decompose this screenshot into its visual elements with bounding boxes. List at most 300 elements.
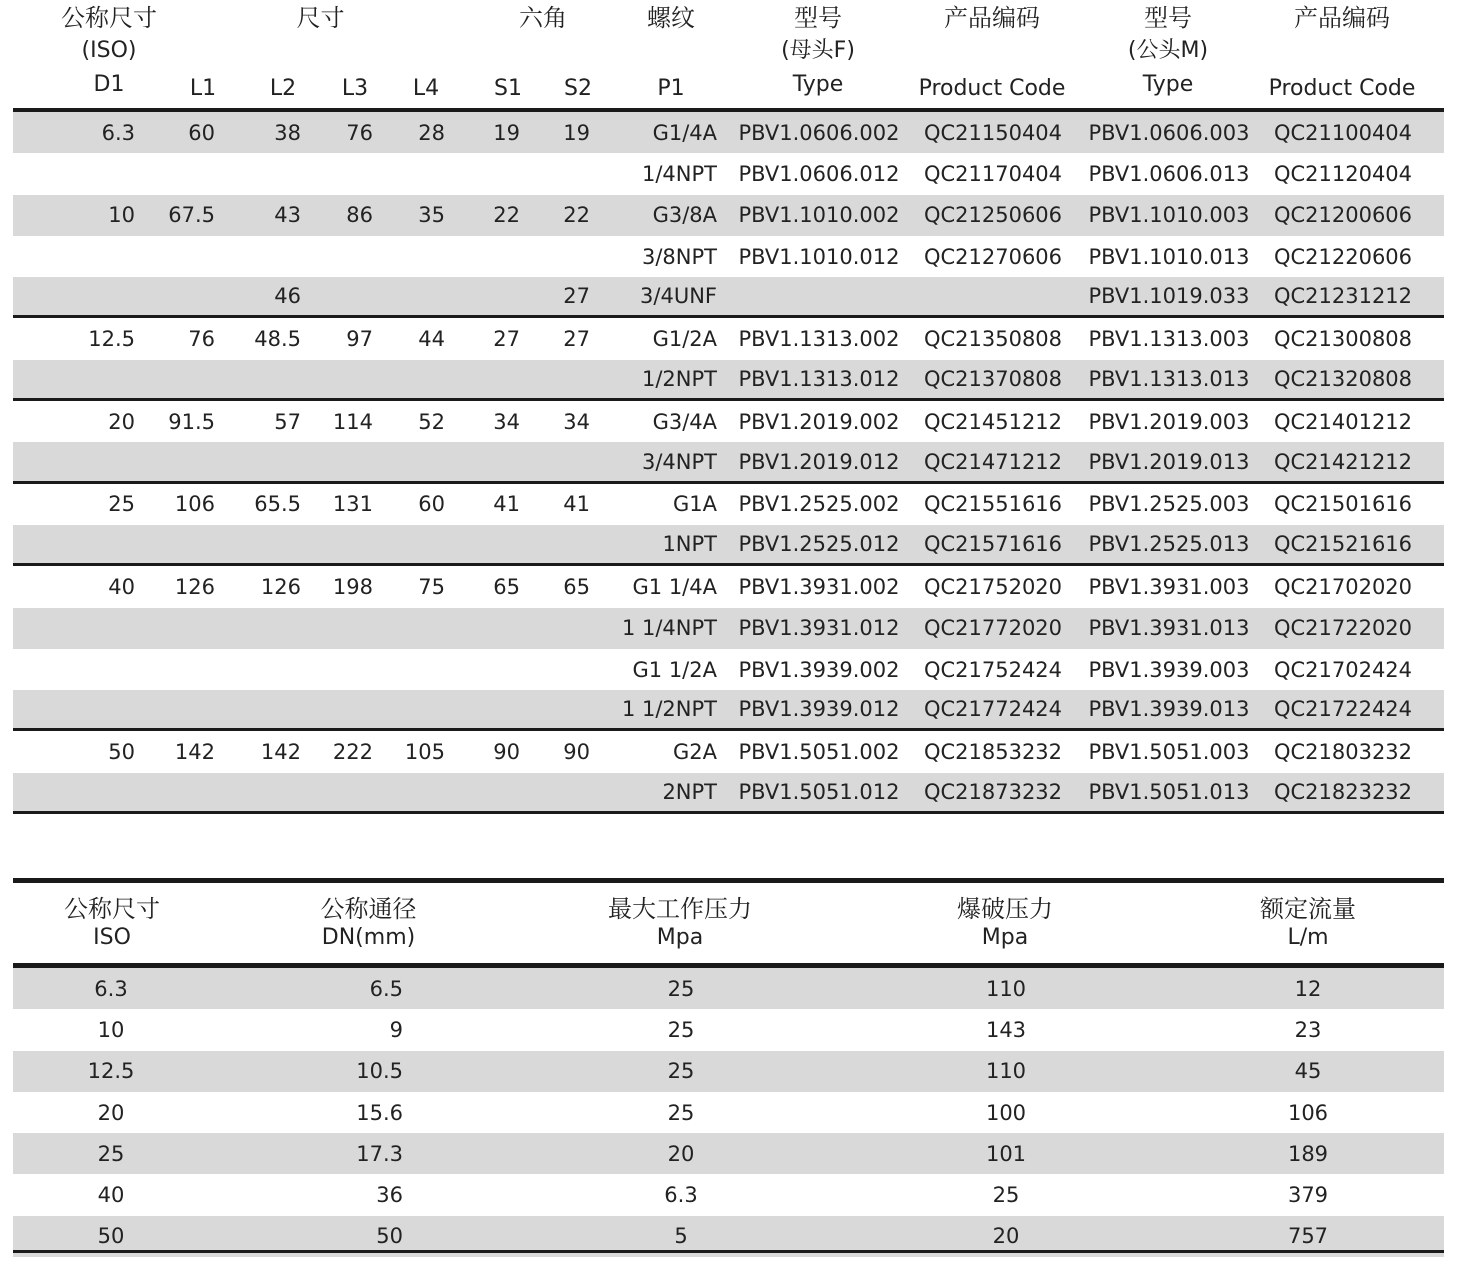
cell-typeM: PBV1.1010.003 — [1088, 203, 1250, 228]
cell-typeM: PBV1.2525.013 — [1088, 532, 1250, 557]
header-l4: L4 — [412, 76, 440, 101]
cell-l3 — [313, 442, 373, 480]
cell-d1 — [43, 773, 135, 811]
cell-burst: 101 — [985, 1141, 1027, 1166]
cell-codeM: QC21421212 — [1273, 449, 1413, 474]
table-row — [13, 1174, 1444, 1215]
cell-s2 — [543, 649, 590, 690]
cell-iso: 20 — [97, 1100, 125, 1125]
cell-l3 — [313, 525, 373, 563]
cell-codeM: QC21231212 — [1273, 284, 1413, 309]
cell-p1: G1 1/4A — [632, 574, 717, 599]
cell-codeM: QC21200606 — [1273, 203, 1413, 228]
header-s1: S1 — [494, 76, 522, 101]
cell-typeM: PBV1.2525.003 — [1088, 492, 1250, 517]
cell-typeM: PBV1.5051.013 — [1088, 779, 1250, 804]
cell-p1: G1A — [673, 492, 717, 517]
cell-typeF: PBV1.3939.012 — [738, 697, 900, 722]
pressure-table-body — [13, 968, 1444, 1257]
cell-d1 — [43, 277, 135, 315]
cell-s2: 65 — [563, 574, 590, 599]
cell-l1 — [153, 525, 215, 563]
cell-l3 — [313, 360, 373, 398]
cell-flow: 45 — [1294, 1059, 1322, 1084]
cell-d1 — [43, 442, 135, 480]
cell-l4: 75 — [418, 574, 445, 599]
cell-s2 — [543, 608, 590, 649]
table-row — [13, 401, 1444, 442]
cell-p1: 1NPT — [662, 532, 717, 557]
cell-typeF: PBV1.2019.002 — [738, 409, 900, 434]
cell-l2 — [238, 649, 301, 690]
cell-l1 — [153, 360, 215, 398]
cell-typeM: PBV1.0606.013 — [1088, 161, 1250, 186]
table-row — [13, 318, 1444, 359]
cell-l1: 60 — [188, 120, 215, 145]
cell-burst: 20 — [992, 1224, 1020, 1249]
cell-typeM: PBV1.1019.033 — [1088, 284, 1250, 309]
cell-l2: 48.5 — [254, 327, 301, 352]
cell-typeM: PBV1.1010.013 — [1088, 244, 1250, 269]
cell-maxp: 6.3 — [664, 1183, 698, 1208]
cell-burst: 143 — [985, 1017, 1027, 1042]
cell-typeM: PBV1.3931.013 — [1088, 616, 1250, 641]
cell-l4 — [393, 442, 445, 480]
cell-l3 — [313, 649, 373, 690]
cell-l3 — [313, 608, 373, 649]
cell-s1 — [473, 608, 520, 649]
table-row — [13, 1092, 1444, 1133]
cell-l3 — [313, 277, 373, 315]
cell-l4: 35 — [418, 203, 445, 228]
cell-l3: 198 — [332, 574, 373, 599]
cell-l1 — [153, 442, 215, 480]
cell-l1 — [153, 773, 215, 811]
cell-p1: 2NPT — [662, 779, 717, 804]
cell-dn: 10.5 — [356, 1059, 403, 1084]
cell-p1: 3/4UNF — [640, 284, 717, 309]
header-type-m-zh: 型号 — [1144, 4, 1192, 32]
cell-codeM: QC21501616 — [1273, 492, 1413, 517]
cell-p1: 3/4NPT — [642, 449, 717, 474]
cell-s1 — [473, 690, 520, 728]
cell-typeF: PBV1.1313.012 — [738, 366, 900, 391]
table-row — [13, 112, 1444, 153]
cell-d1: 10 — [108, 203, 135, 228]
header-burst-pressure — [925, 897, 1085, 949]
header-iso-unit: ISO — [93, 925, 131, 950]
cell-d1 — [43, 690, 135, 728]
cell-typeF: PBV1.5051.002 — [738, 740, 900, 765]
cell-maxp: 5 — [674, 1224, 688, 1249]
cell-s1 — [473, 360, 520, 398]
header-nominal-sub: (ISO) — [81, 38, 137, 63]
cell-maxp: 20 — [667, 1141, 695, 1166]
cell-s1: 65 — [493, 574, 520, 599]
cell-codeF: QC21873232 — [923, 779, 1063, 804]
header-code-f — [903, 6, 1081, 100]
cell-typeF: PBV1.1313.002 — [738, 327, 900, 352]
header-size-zh: 尺寸 — [296, 4, 345, 32]
cell-maxp: 25 — [667, 1059, 695, 1084]
header-code-m-zh: 产品编码 — [1294, 4, 1390, 32]
table-row — [13, 360, 1444, 401]
cell-typeM: PBV1.1313.003 — [1088, 327, 1250, 352]
cell-dn: 6.5 — [369, 976, 403, 1001]
cell-d1: 6.3 — [101, 120, 135, 145]
pressure-table-header — [13, 878, 1444, 968]
cell-iso: 25 — [97, 1141, 125, 1166]
cell-l3 — [313, 153, 373, 194]
cell-typeM: PBV1.2019.013 — [1088, 449, 1250, 474]
cell-l1 — [153, 608, 215, 649]
header-type-m-col: Type — [1142, 72, 1194, 97]
cell-typeM: PBV1.5051.003 — [1088, 740, 1250, 765]
cell-codeF: QC21270606 — [923, 244, 1063, 269]
cell-codeM: QC21803232 — [1273, 740, 1413, 765]
cell-codeF: QC21772424 — [923, 697, 1063, 722]
table-row — [13, 525, 1444, 566]
product-table-header — [13, 0, 1444, 112]
header-dn-unit: DN(mm) — [321, 925, 416, 950]
cell-l2 — [238, 236, 301, 277]
cell-l1 — [153, 649, 215, 690]
header-burst-pressure-zh: 爆破压力 — [957, 895, 1053, 923]
cell-s2: 27 — [563, 327, 590, 352]
cell-iso: 10 — [97, 1017, 125, 1042]
cell-codeF: QC21853232 — [923, 740, 1063, 765]
cell-s1 — [473, 649, 520, 690]
header-nominal — [57, 6, 161, 96]
table-bottom-rule — [13, 1250, 1444, 1253]
cell-maxp: 25 — [667, 1100, 695, 1125]
header-dn — [296, 897, 441, 949]
cell-codeM: QC21401212 — [1273, 409, 1413, 434]
cell-l1: 106 — [174, 492, 215, 517]
cell-l4: 28 — [418, 120, 445, 145]
cell-l4 — [393, 773, 445, 811]
header-iso — [47, 897, 177, 949]
cell-d1: 20 — [108, 409, 135, 434]
product-dimension-table — [13, 0, 1444, 814]
cell-l1 — [153, 277, 215, 315]
cell-codeM: QC21521616 — [1273, 532, 1413, 557]
cell-codeF: QC21752424 — [923, 657, 1063, 682]
header-code-m — [1253, 6, 1431, 100]
cell-codeF — [908, 277, 1078, 315]
cell-typeF: PBV1.0606.012 — [738, 161, 900, 186]
cell-codeM: QC21100404 — [1273, 120, 1413, 145]
cell-s1 — [473, 236, 520, 277]
cell-l1: 67.5 — [168, 203, 215, 228]
cell-typeM: PBV1.0606.003 — [1088, 120, 1250, 145]
cell-codeM: QC21220606 — [1273, 244, 1413, 269]
cell-flow: 189 — [1287, 1141, 1329, 1166]
cell-l3: 114 — [332, 409, 373, 434]
cell-l4 — [393, 690, 445, 728]
cell-s2: 90 — [563, 740, 590, 765]
cell-l2: 38 — [274, 120, 301, 145]
header-l1: L1 — [189, 76, 217, 101]
cell-s1: 19 — [493, 120, 520, 145]
table-row — [13, 731, 1444, 772]
cell-l3 — [313, 773, 373, 811]
cell-maxp: 25 — [667, 1017, 695, 1042]
cell-codeF: QC21370808 — [923, 366, 1063, 391]
cell-l2: 57 — [274, 409, 301, 434]
header-type-f — [743, 6, 893, 96]
cell-d1 — [43, 649, 135, 690]
cell-l1 — [153, 690, 215, 728]
cell-d1 — [43, 608, 135, 649]
table-row — [13, 236, 1444, 277]
cell-l4 — [393, 153, 445, 194]
cell-codeM: QC21722020 — [1273, 616, 1413, 641]
header-max-pressure-unit: Mpa — [656, 925, 704, 950]
cell-codeM: QC21722424 — [1273, 697, 1413, 722]
cell-codeM: QC21320808 — [1273, 366, 1413, 391]
cell-l2: 126 — [260, 574, 301, 599]
cell-flow: 379 — [1287, 1183, 1329, 1208]
cell-p1: G3/4A — [652, 409, 717, 434]
cell-s2: 34 — [563, 409, 590, 434]
cell-l3: 86 — [346, 203, 373, 228]
cell-l4: 52 — [418, 409, 445, 434]
cell-s1: 41 — [493, 492, 520, 517]
cell-l1: 91.5 — [168, 409, 215, 434]
cell-typeM: PBV1.3939.013 — [1088, 697, 1250, 722]
cell-s2: 19 — [563, 120, 590, 145]
cell-l2 — [238, 773, 301, 811]
cell-p1: 1 1/4NPT — [621, 616, 717, 641]
cell-codeM: QC21120404 — [1273, 161, 1413, 186]
header-dn-zh: 公称通径 — [320, 895, 417, 923]
cell-maxp: 25 — [667, 976, 695, 1001]
header-s2: S2 — [564, 76, 592, 101]
cell-p1: 1/2NPT — [642, 366, 717, 391]
cell-l4 — [393, 360, 445, 398]
cell-l2 — [238, 153, 301, 194]
cell-burst: 25 — [992, 1183, 1020, 1208]
cell-flow: 12 — [1294, 976, 1322, 1001]
header-code-f-col: Product Code — [918, 76, 1066, 101]
header-flow-zh: 额定流量 — [1260, 895, 1356, 923]
cell-l2: 43 — [274, 203, 301, 228]
cell-codeF: QC21471212 — [923, 449, 1063, 474]
cell-flow: 23 — [1294, 1017, 1322, 1042]
cell-codeM: QC21702424 — [1273, 657, 1413, 682]
header-l3: L3 — [341, 76, 369, 101]
table-row — [13, 566, 1444, 607]
header-type-f-zh: 型号 — [794, 4, 842, 32]
cell-dn: 15.6 — [356, 1100, 403, 1125]
cell-p1: G1 1/2A — [632, 657, 717, 682]
header-max-pressure-zh: 最大工作压力 — [608, 895, 752, 923]
cell-iso: 12.5 — [87, 1059, 135, 1084]
cell-l2: 46 — [274, 284, 301, 309]
cell-typeF: PBV1.2525.012 — [738, 532, 900, 557]
header-flow — [1228, 897, 1388, 949]
cell-p1: 3/8NPT — [642, 244, 717, 269]
cell-l2 — [238, 608, 301, 649]
cell-l1: 126 — [174, 574, 215, 599]
cell-codeF: QC21170404 — [923, 161, 1063, 186]
cell-s2 — [543, 773, 590, 811]
cell-l3 — [313, 236, 373, 277]
cell-s2 — [543, 153, 590, 194]
cell-s2: 27 — [563, 284, 590, 309]
cell-s1 — [473, 525, 520, 563]
cell-s2 — [543, 236, 590, 277]
table-row — [13, 484, 1444, 525]
cell-l4: 105 — [404, 740, 445, 765]
cell-l3: 97 — [346, 327, 373, 352]
header-nominal-zh: 公称尺寸 — [61, 4, 157, 32]
table-row — [13, 773, 1444, 814]
cell-l4 — [393, 236, 445, 277]
header-iso-zh: 公称尺寸 — [64, 895, 160, 923]
cell-codeF: QC21451212 — [923, 409, 1063, 434]
product-table-body — [13, 112, 1444, 814]
cell-p1: G1/2A — [652, 327, 717, 352]
cell-l4: 44 — [418, 327, 445, 352]
table-row — [13, 608, 1444, 649]
cell-l2: 65.5 — [254, 492, 301, 517]
cell-typeM: PBV1.3931.003 — [1088, 574, 1250, 599]
cell-s1 — [473, 277, 520, 315]
cell-s1: 90 — [493, 740, 520, 765]
cell-typeF — [733, 277, 905, 315]
header-max-pressure — [580, 897, 780, 949]
pressure-flow-table — [13, 878, 1444, 1257]
cell-typeF: PBV1.2019.012 — [738, 449, 900, 474]
cell-l4 — [393, 277, 445, 315]
cell-dn: 17.3 — [356, 1141, 403, 1166]
cell-dn: 50 — [376, 1224, 403, 1249]
cell-l3: 222 — [332, 740, 373, 765]
header-code-m-col: Product Code — [1268, 76, 1416, 101]
header-l2: L2 — [269, 76, 297, 101]
cell-d1: 40 — [108, 574, 135, 599]
cell-s1: 34 — [493, 409, 520, 434]
cell-d1 — [43, 525, 135, 563]
cell-s1 — [473, 442, 520, 480]
cell-dn: 9 — [389, 1017, 403, 1042]
cell-codeF: QC21571616 — [923, 532, 1063, 557]
cell-codeF: QC21350808 — [923, 327, 1063, 352]
header-d1: D1 — [93, 72, 125, 97]
cell-p1: G2A — [673, 740, 717, 765]
cell-l1 — [153, 153, 215, 194]
header-type-f-col: Type — [792, 72, 844, 97]
cell-p1: G3/8A — [652, 203, 717, 228]
cell-s2 — [543, 360, 590, 398]
cell-l2 — [238, 525, 301, 563]
header-type-f-sub: (母头F) — [781, 38, 855, 63]
table-row — [13, 195, 1444, 236]
cell-d1 — [43, 153, 135, 194]
cell-d1 — [43, 360, 135, 398]
cell-iso: 50 — [97, 1224, 125, 1249]
cell-l1 — [153, 236, 215, 277]
table-row — [13, 1009, 1444, 1050]
cell-typeM: PBV1.2019.003 — [1088, 409, 1250, 434]
cell-burst: 110 — [985, 976, 1027, 1001]
cell-typeF: PBV1.5051.012 — [738, 779, 900, 804]
cell-l2: 142 — [260, 740, 301, 765]
cell-codeF: QC21752020 — [923, 574, 1063, 599]
cell-s1: 27 — [493, 327, 520, 352]
cell-flow: 757 — [1287, 1224, 1329, 1249]
cell-iso: 6.3 — [94, 976, 128, 1001]
cell-codeF: QC21772020 — [923, 616, 1063, 641]
table-row — [13, 968, 1444, 1009]
header-hex-zh: 六角 — [519, 4, 567, 32]
table-row — [13, 1133, 1444, 1174]
cell-l4 — [393, 608, 445, 649]
cell-l1: 76 — [188, 327, 215, 352]
cell-iso: 40 — [97, 1183, 125, 1208]
cell-flow: 106 — [1287, 1100, 1329, 1125]
cell-typeF: PBV1.2525.002 — [738, 492, 900, 517]
cell-codeF: QC21551616 — [923, 492, 1063, 517]
cell-l2 — [238, 442, 301, 480]
cell-burst: 110 — [985, 1059, 1027, 1084]
table-row — [13, 649, 1444, 690]
cell-d1: 50 — [108, 740, 135, 765]
cell-dn: 36 — [376, 1183, 403, 1208]
cell-l3 — [313, 690, 373, 728]
cell-typeF: PBV1.3939.002 — [738, 657, 900, 682]
cell-p1: G1/4A — [652, 120, 717, 145]
cell-typeM: PBV1.3939.003 — [1088, 657, 1250, 682]
cell-d1 — [43, 236, 135, 277]
header-type-m — [1093, 6, 1243, 96]
cell-l4: 60 — [418, 492, 445, 517]
cell-p1: 1/4NPT — [642, 161, 717, 186]
cell-l4 — [393, 649, 445, 690]
cell-codeM: QC21702020 — [1273, 574, 1413, 599]
header-type-m-sub: (公头M) — [1127, 38, 1209, 63]
cell-l4 — [393, 525, 445, 563]
cell-codeM: QC21823232 — [1273, 779, 1413, 804]
cell-s1 — [473, 153, 520, 194]
cell-s2 — [543, 442, 590, 480]
header-thread-zh: 螺纹 — [647, 4, 695, 32]
cell-l2 — [238, 690, 301, 728]
cell-typeF: PBV1.3931.002 — [738, 574, 900, 599]
table-row — [13, 1051, 1444, 1092]
cell-s1: 22 — [493, 203, 520, 228]
header-code-f-zh: 产品编码 — [944, 4, 1040, 32]
cell-l2 — [238, 360, 301, 398]
cell-burst: 100 — [985, 1100, 1027, 1125]
cell-typeF: PBV1.3931.012 — [738, 616, 900, 641]
cell-typeF: PBV1.1010.002 — [738, 203, 900, 228]
cell-s2 — [543, 690, 590, 728]
header-flow-unit: L/m — [1287, 925, 1329, 950]
cell-l3: 131 — [332, 492, 373, 517]
header-p1: P1 — [657, 76, 685, 101]
cell-s2 — [543, 525, 590, 563]
cell-p1: 1 1/2NPT — [621, 697, 717, 722]
cell-l3: 76 — [346, 120, 373, 145]
cell-d1: 25 — [108, 492, 135, 517]
cell-typeM: PBV1.1313.013 — [1088, 366, 1250, 391]
cell-codeF: QC21250606 — [923, 203, 1063, 228]
cell-typeF: PBV1.0606.002 — [738, 120, 900, 145]
cell-codeF: QC21150404 — [923, 120, 1063, 145]
